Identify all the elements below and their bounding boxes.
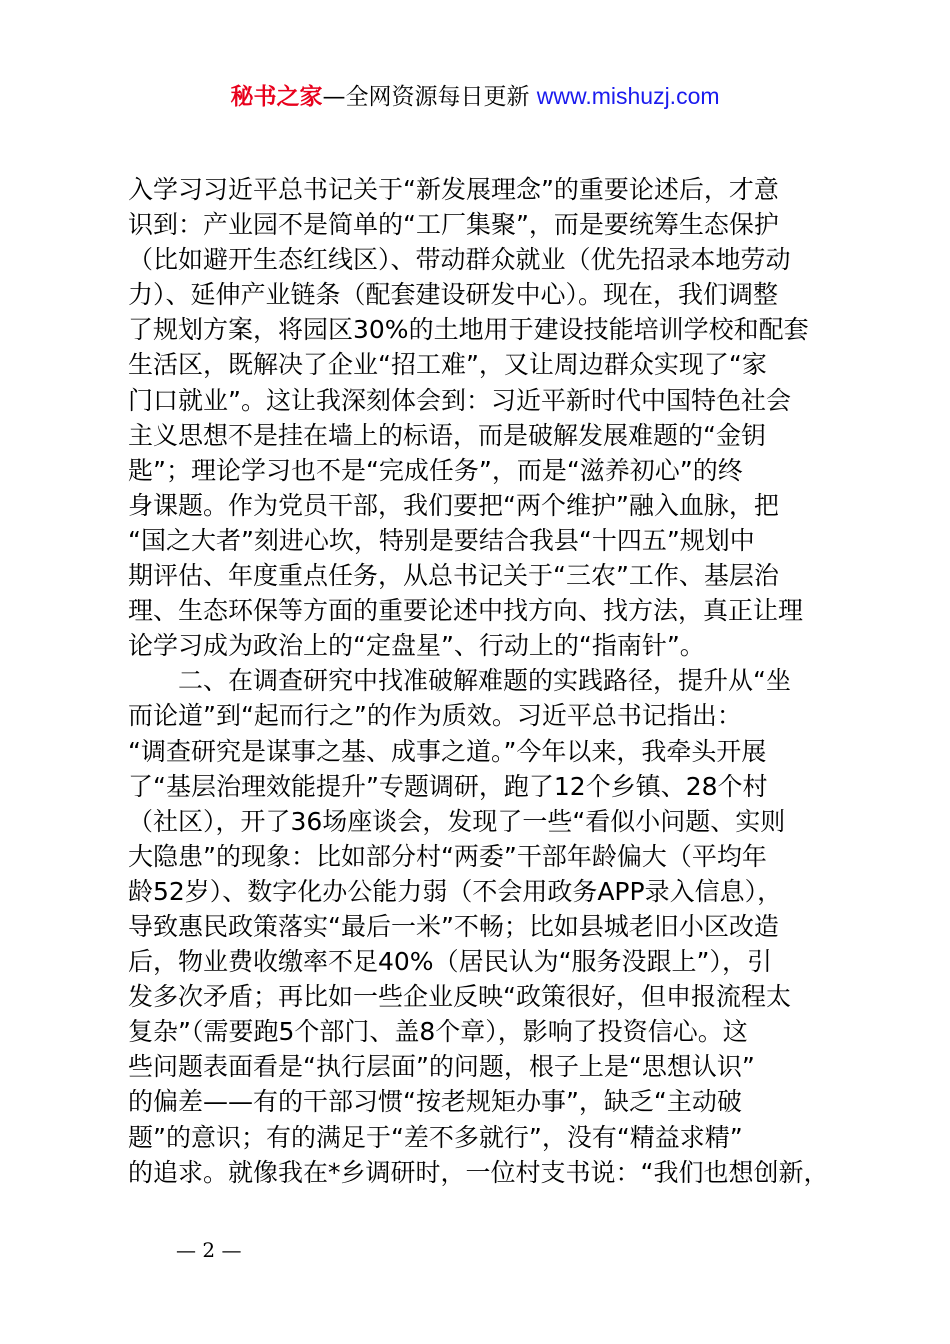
text-line: 大隐患”的现象：比如部分村“两委”干部年龄偏大（平均年 bbox=[128, 841, 767, 871]
text-line: 生活区，既解决了企业“招工难”，又让周边群众实现了“家 bbox=[128, 350, 767, 380]
text-line: 后，物业费收缴率不足40%（居民认为“服务没跟上”），引 bbox=[128, 947, 772, 977]
header-tagline: —全网资源每日更新 bbox=[322, 84, 537, 110]
text-line: 的追求。就像我在*乡调研时，一位村支书说：“我们也想创新， bbox=[128, 1157, 829, 1187]
text-line: “国之大者”刻进心坎，特别是要结合我县“十四五”规划中 bbox=[128, 525, 755, 555]
text-line: 的偏差——有的干部习惯“按老规矩办事”，缺乏“主动破 bbox=[128, 1087, 742, 1117]
text-line: 主义思想不是挂在墙上的标语，而是破解发展难题的“金钥 bbox=[128, 420, 766, 450]
brand-name: 秘书之家 bbox=[230, 84, 323, 110]
text-line: 力）、延伸产业链条（配套建设研发中心）。现在，我们调整 bbox=[128, 280, 779, 310]
text-line: 了“基层治理效能提升”专题调研，跑了12个乡镇、28个村 bbox=[128, 771, 768, 801]
text-line: 了规划方案，将园区30%的土地用于建设技能培训学校和配套 bbox=[128, 315, 809, 345]
text-line: 身课题。作为党员干部，我们要把“两个维护”融入血脉，把 bbox=[128, 490, 779, 520]
text-line: 发多次矛盾；再比如一些企业反映“政策很好，但申报流程太 bbox=[128, 982, 791, 1012]
text-line: 题”的意识；有的满足于“差不多就行”，没有“精益求精” bbox=[128, 1122, 743, 1152]
page-number: — 2 — bbox=[176, 1238, 242, 1262]
text-line: 导致惠民政策落实“最后一米”不畅；比如县城老旧小区改造 bbox=[128, 911, 779, 941]
text-line: 匙”；理论学习也不是“完成任务”，而是“滋养初心”的终 bbox=[128, 455, 743, 485]
text-line: “调查研究是谋事之基、成事之道。”今年以来，我牵头开展 bbox=[128, 736, 767, 766]
site-url-link[interactable]: www.mishuzj.com bbox=[536, 83, 720, 109]
section-heading-line: 二、在调查研究中找准破解难题的实践路径，提升从“坐 bbox=[178, 666, 791, 696]
text-line: 龄52岁）、数字化办公能力弱（不会用政务APP录入信息）， bbox=[128, 876, 783, 906]
text-line: 些问题表面看是“执行层面”的问题，根子上是“思想认识” bbox=[128, 1052, 755, 1082]
text-line: 识到：产业园不是简单的“工厂集聚”，而是要统筹生态保护 bbox=[128, 210, 779, 240]
site-header bbox=[0, 80, 950, 113]
text-line: 理、生态环保等方面的重要论述中找方向、找方法，真正让理 bbox=[128, 596, 804, 626]
text-line: 门口就业”。这让我深刻体会到：习近平新时代中国特色社会 bbox=[128, 385, 791, 415]
text-line: 而论道”到“起而行之”的作为质效。习近平总书记指出： bbox=[128, 701, 742, 731]
text-line: 论学习成为政治上的“定盘星”、行动上的“指南针”。 bbox=[128, 631, 705, 661]
text-line: （社区），开了36场座谈会，发现了一些“看似小问题、实则 bbox=[128, 806, 786, 836]
text-line: 入学习习近平总书记关于“新发展理念”的重要论述后，才意 bbox=[128, 175, 779, 204]
document-body bbox=[128, 172, 836, 1190]
text-line: （比如避开生态红线区）、带动群众就业（优先招录本地劳动 bbox=[128, 245, 791, 275]
text-line: 期评估、年度重点任务，从总书记关于“三农”工作、基层治 bbox=[128, 561, 779, 591]
text-line: 复杂”（需要跑5个部门、盖8个章），影响了投资信心。这 bbox=[128, 1017, 748, 1047]
